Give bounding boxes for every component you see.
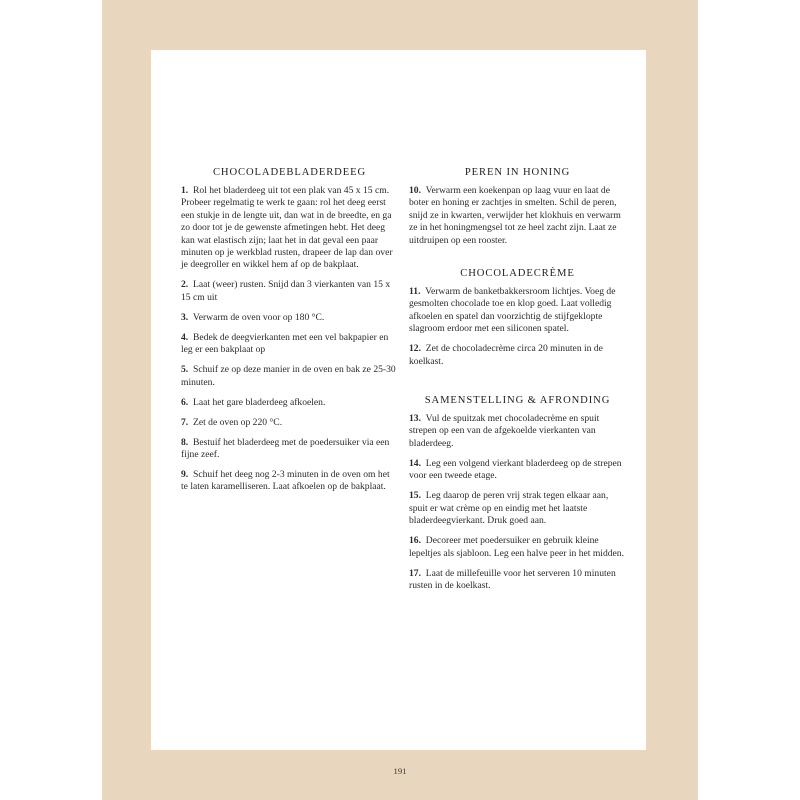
step-number: 7. xyxy=(181,416,189,428)
section-heading: PEREN IN HONING xyxy=(464,167,571,178)
section-peren-in-honing xyxy=(409,167,626,247)
recipe-step xyxy=(409,286,626,336)
step-text: Zet de oven op 220 °C. xyxy=(193,416,283,428)
step-list xyxy=(181,185,398,494)
recipe-step xyxy=(181,417,398,429)
step-number: 10. xyxy=(409,185,421,196)
recipe-step xyxy=(409,458,626,483)
recipe-step xyxy=(181,279,398,304)
section-chocoladecreme xyxy=(409,268,626,368)
recipe-step xyxy=(181,397,398,409)
step-number: 6. xyxy=(181,396,189,408)
step-text: Schuif het deeg nog 2-3 minuten in de oven om het te laten karamelliseren. Laat afkoelen op de bakplaat. xyxy=(181,469,390,493)
step-text: Leg daarop de peren vrij strak tegen elkaar aan, spuit er wat crème op en eindig met het laatste bladerdeegvierkant. Druk goed aan. xyxy=(409,490,609,527)
right-column xyxy=(409,167,626,613)
recipe-step xyxy=(409,343,626,368)
step-text: Laat de millefeuille voor het serveren 10 minuten rusten in de koelkast. xyxy=(409,567,616,591)
step-number: 16. xyxy=(409,535,421,547)
step-text: Verwarm de oven voor op 180 °C. xyxy=(192,311,325,323)
recipe-step xyxy=(181,185,398,272)
step-text: Rol het bladerdeeg uit tot een plak van 45 x 15 cm. Probeer regelmatig te werk te gaan: rol het deeg eerst een stukje in de lengte uit, dan wat in de breedte, en ga zo door tot je de gewenste afmetingen hebt. Het deeg kan wat elastisch zijn; laat het in dat geval een paar minuten op je werkblad rusten, drapeer de lap dan over je deegroller en wikkel hem af op de bakplaat. xyxy=(181,185,393,271)
recipe-step xyxy=(181,469,398,494)
step-text: Vul de spuitzak met chocoladecrème en spuit strepen op een van de afgekoelde vierkanten van bladerdeeg. xyxy=(409,413,600,449)
step-text: Laat het gare bladerdeeg afkoelen. xyxy=(193,396,326,408)
left-column xyxy=(181,167,398,515)
step-number: 15. xyxy=(409,490,421,502)
page-number: 191 xyxy=(393,766,407,776)
step-number: 3. xyxy=(181,311,189,323)
step-number: 11. xyxy=(409,286,421,298)
step-text: Schuif ze op deze manier in de oven en bak ze 25-30 minuten. xyxy=(181,364,396,388)
step-number: 2. xyxy=(181,279,189,291)
section-heading: CHOCOLADECRÈME xyxy=(460,268,575,280)
section-heading: CHOCOLADEBLADERDEEG xyxy=(212,167,367,178)
recipe-step xyxy=(409,413,626,450)
step-number: 12. xyxy=(409,343,421,355)
step-number: 8. xyxy=(181,436,189,448)
cookbook-page xyxy=(151,50,646,750)
step-text: Bestuif het bladerdeeg met de poedersuiker via een fijne zeef. xyxy=(181,436,390,461)
recipe-step xyxy=(181,364,398,389)
step-text: Leg een volgend vierkant bladerdeeg op de strepen voor een tweede etage. xyxy=(409,457,622,482)
step-number: 4. xyxy=(181,331,189,343)
step-number: 14. xyxy=(409,457,421,469)
step-number: 5. xyxy=(181,364,189,376)
section-chocoladebladerdeeg xyxy=(181,167,398,494)
step-text: Decoreer met poedersuiker en gebruik kleine lepeltjes als sjabloon. Leg een halve peer in het midden. xyxy=(409,535,624,559)
step-text: Verwarm een koekenpan op laag vuur en laat de boter en honing er zachtjes in smelten. Schil de peren, snijd ze in kwarten, verwijder het klokhuis en verwarm ze in het honingmengsel tot ze heel zacht zijn. Laat ze uitdruipen op een rooster. xyxy=(409,185,621,246)
step-text: Laat (weer) rusten. Snijd dan 3 vierkanten van 15 x 15 cm uit xyxy=(181,279,391,303)
recipe-step xyxy=(181,312,398,324)
section-samenstelling-afronding xyxy=(409,395,626,592)
recipe-step xyxy=(409,185,626,247)
section-heading: SAMENSTELLING & AFRONDING xyxy=(424,395,611,407)
recipe-step xyxy=(181,437,398,462)
step-text: Bedek de deegvierkanten met een vel bakpapier en leg er een bakplaat op xyxy=(181,331,389,356)
recipe-step xyxy=(181,332,398,357)
step-text: Zet de chocoladecrème circa 20 minuten in de koelkast. xyxy=(409,343,603,367)
step-text: Verwarm de banketbakkersroom lichtjes. Voeg de gesmolten chocolade toe en klop goed. Laat volledig afkoelen en spatel dan voorzichtig de stijfgeklopte slagroom erdoor met een siliconen spatel. xyxy=(409,286,616,335)
step-number: 17. xyxy=(409,567,421,579)
step-number: 13. xyxy=(409,413,421,425)
recipe-step xyxy=(409,490,626,527)
recipe-step xyxy=(409,535,626,560)
step-number: 9. xyxy=(181,469,189,481)
step-number: 1. xyxy=(181,185,189,196)
recipe-step xyxy=(409,568,626,593)
